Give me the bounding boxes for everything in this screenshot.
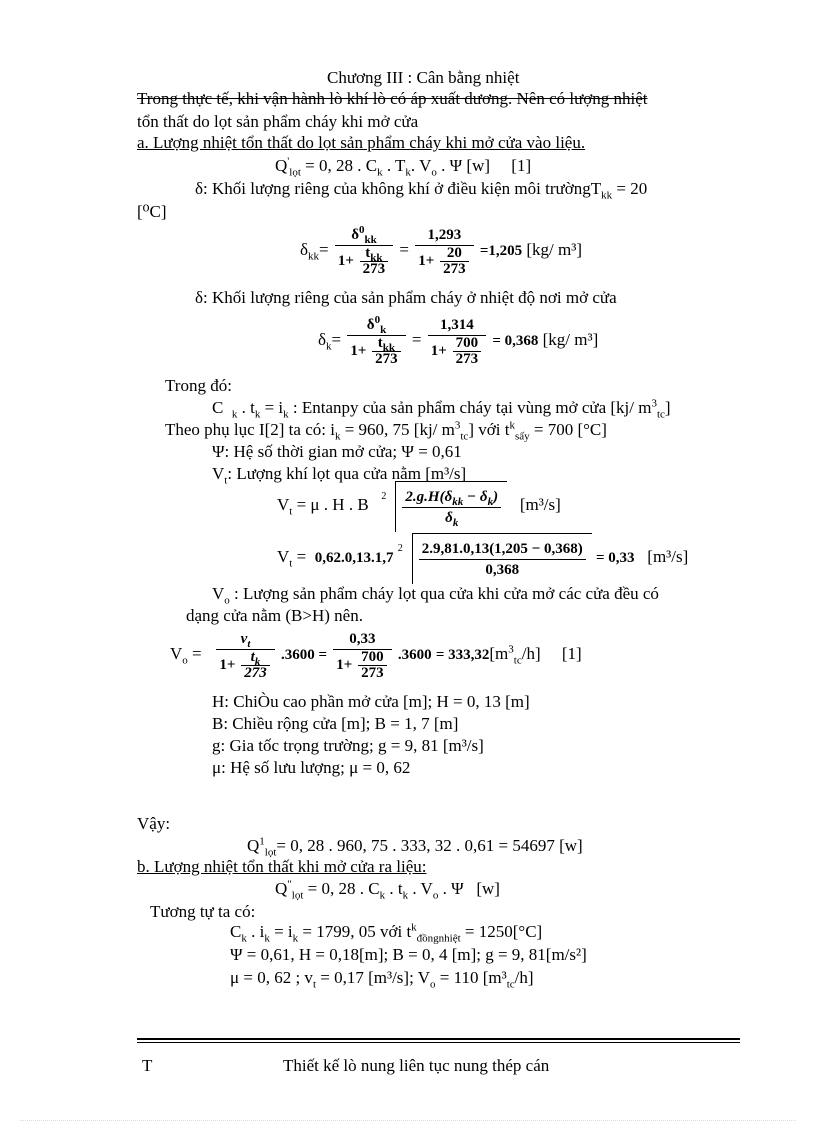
b-line-3: μ = 0, 62 ; $v_t = 0,17$ [m³/s]; $V_o = 110$ $[m^3_{tc}/h]$ <box>230 968 534 991</box>
page-title: Chương III : Cân bằng nhiệt <box>327 68 520 87</box>
psi-desc: Ψ: Hệ số thời gian mở cửa; Ψ = 0,61 <box>212 442 462 461</box>
vt-desc: $V_t$: Lượng khí lọt qua cửa nằm [m³/s] <box>212 464 467 487</box>
formula-vt-general: $V_t = \mu$ . H . B 2 $\frac{2.g.H(\delta_{kk} - \delta_k)}{\delta_k}$ [m³/s] <box>277 480 561 532</box>
b-line-1: $C_k$ . $i_k = i_k = 1799$, 05 với $t^k_{đồngnhiệt} = 1250[^\circ C]$ <box>230 921 543 945</box>
footer-rule-thick <box>137 1038 740 1040</box>
formula-q-lot-2: $Q^"_{lọt} = 0$, 28 . $C_k$ . $t_k$ . $V_o$ . Ψ [w] <box>275 878 500 902</box>
formula-vo: $V_o$ = $v_t$ 1+ $\frac{t_k}{273}$ .3600 = 0,33 1+ $\frac{700}{273}$ $.3600 = 333,32[m^3_{tc}/h]$ [1] <box>170 631 582 682</box>
ck-desc: C $_k$ . $t_k = i_k$ : Entanpy của sản phẩm cháy tại vùng mở cửa [kj/ $m^3_{tc}$] <box>212 397 671 421</box>
g-desc: g: Gia tốc trọng trường; g = 9, 81 [m³/s] <box>212 736 484 755</box>
formula-delta-kk: $\delta_{kk}=$ $\delta^0_{kk}$ 1+ $\frac{t_{kk}}{273}$ = 1,293 1+ $\frac{20}{273}$ =1,205 [kg/ m³] <box>300 224 583 278</box>
where-label: Trong đó: <box>165 376 232 395</box>
so-label: Vậy: <box>137 814 171 833</box>
section-b-heading: b. Lượng nhiệt tổn thất khi mở cửa ra liệu: <box>137 857 427 876</box>
delta-k-desc: δ: Khối lượng riêng của sản phẩm cháy ở nhiệt độ nơi mở cửa <box>195 288 617 307</box>
formula-q-lot: $Q'_{lọt} = 0$, 28 . $C_k$ . $T_k$. $V_o$ . Ψ [w] [1] <box>275 155 532 179</box>
delta-kk-unit: [⁰C] <box>137 202 167 221</box>
vo-desc-1: $V_o$ : Lượng sản phẩm cháy lọt qua cửa khi cửa mở các cửa đều có <box>212 584 659 607</box>
bottom-divider <box>20 1120 796 1121</box>
footer-title: Thiết kế lò nung liên tục nung thép cán <box>283 1056 550 1075</box>
b-desc: B: Chiều rộng cửa [m]; B = 1, 7 [m] <box>212 714 459 733</box>
b-line-2: Ψ = 0,61, H = 0,18[m]; B = 0, 4 [m]; g = 9, 81[m/s²] <box>230 945 587 964</box>
h-desc: H: ChiÒu cao phần mở cửa [m]; H = 0, 13 [m] <box>212 692 530 711</box>
vo-desc-2: dạng cửa nằm (B>H) nên. <box>186 606 363 625</box>
intro-line-1: Trong thực tế, khi vận hành lò khí lò có áp xuất dương. Nên có lượng nhiệt <box>137 89 648 108</box>
similar-label: Tương tự ta có: <box>150 902 256 921</box>
footer-rule-thin <box>137 1042 740 1043</box>
formula-vt-numeric: $V_t = 0,62.0,13.1,7$ 2 $\frac{2.9,81.0,13(1,205 - 0,368)}{0,368}$ = 0,33 [m³/s] <box>277 532 688 584</box>
footer-left: T <box>142 1056 153 1075</box>
delta-kk-desc: δ: Khối lượng riêng của không khí ở điều kiện môi trườngT$_{kk}$ = 20 <box>195 179 648 202</box>
appendix-line: Theo phụ lục I[2] ta có: $i_k = 960$, 75 [kj/ $m^3_{tc}$] với $t^k_{sấy} = 700$ [°C] <box>165 419 607 443</box>
mu-desc: μ: Hệ số lưu lượng; μ = 0, 62 <box>212 758 411 777</box>
section-a-heading: a. Lượng nhiệt tổn thất do lọt sản phẩm cháy khi mở cửa vào liệu. <box>137 133 586 152</box>
formula-delta-k: $\delta_k=$ $\delta^0_k$ 1+ $\frac{t_{kk}}{273}$ = 1,314 1+ $\frac{700}{273}$ = 0,368 [kg/ m³] <box>318 314 599 368</box>
formula-ref: [1] <box>511 156 532 175</box>
q1-result: $Q^1_{lọt}= 0$, 28 . 960, 75 . 333, 32 . 0,61 = 54697 [w] <box>247 835 583 859</box>
intro-line-2: tổn thất do lọt sản phẩm cháy khi mở cửa <box>137 112 419 131</box>
